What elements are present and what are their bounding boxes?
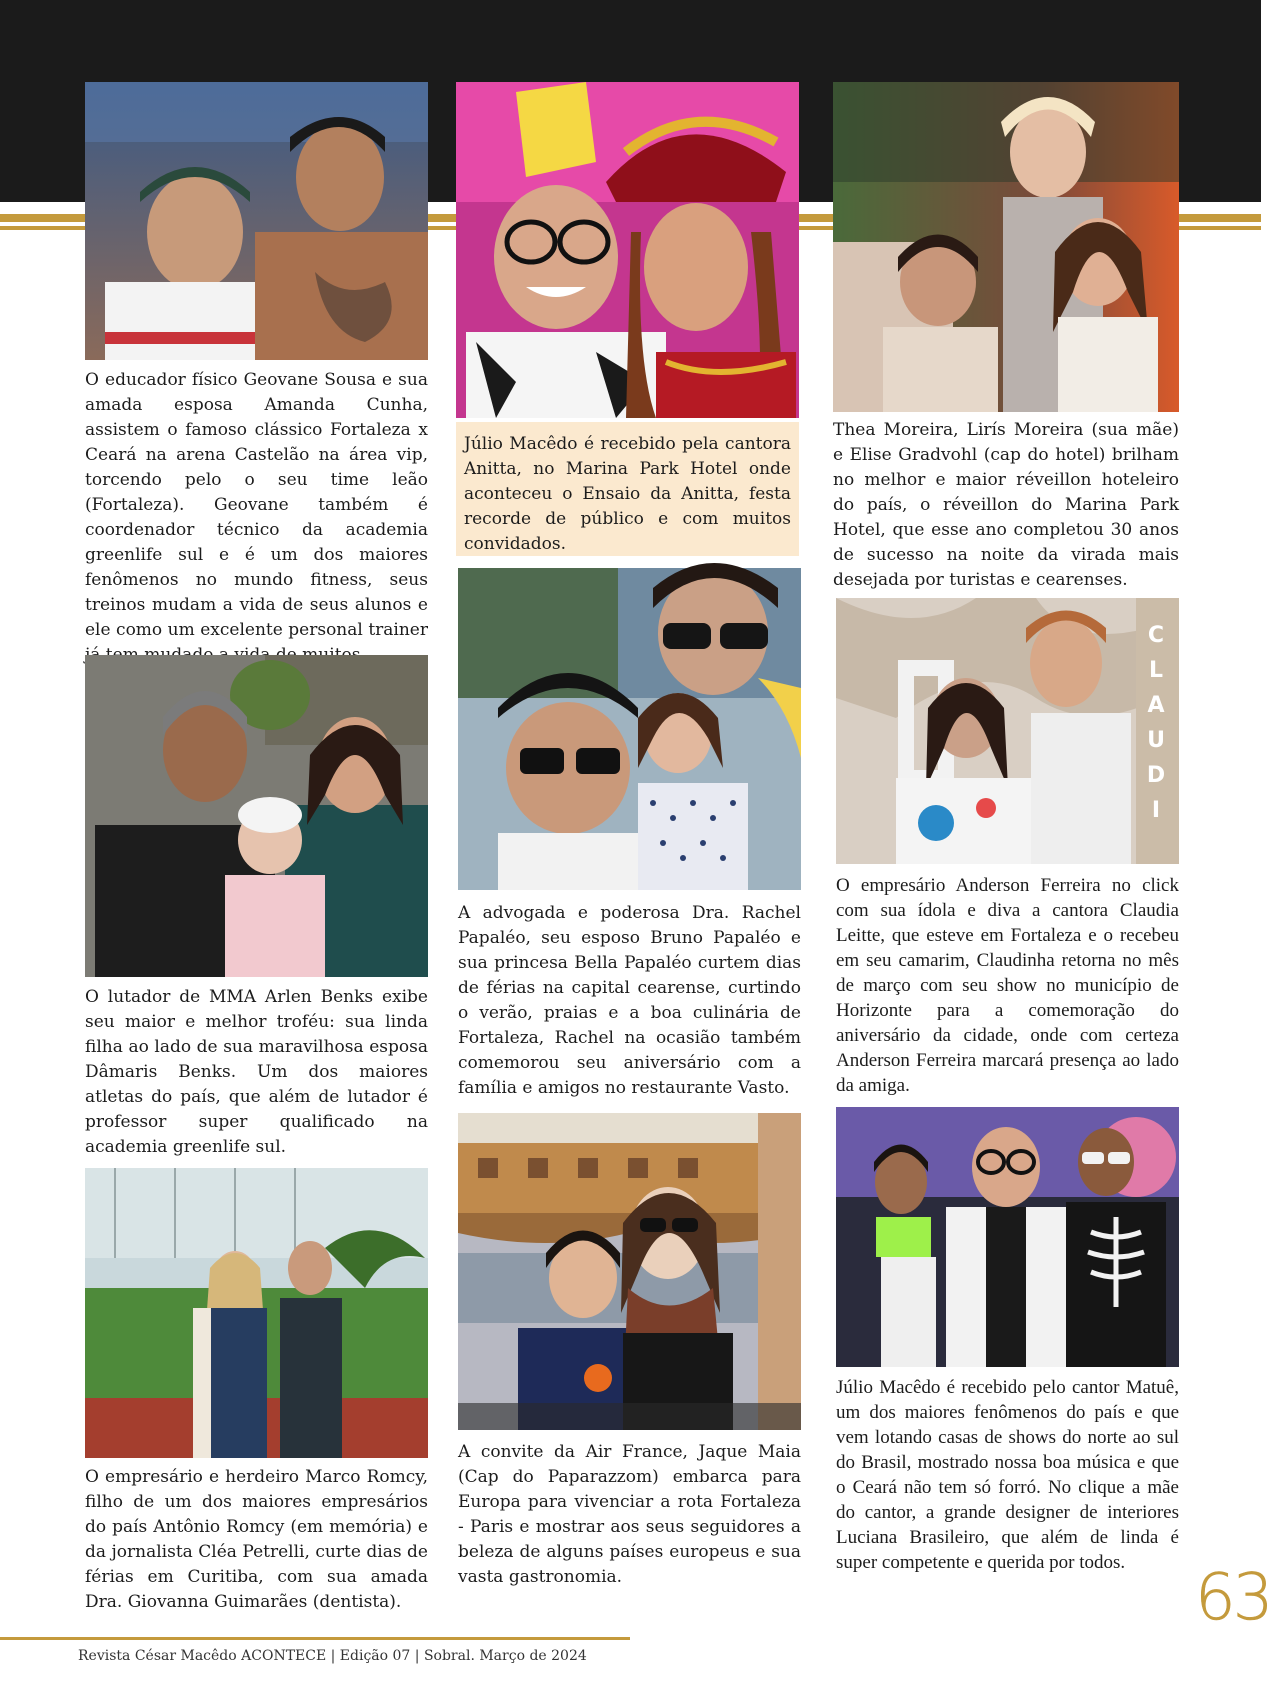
caption-rachel-papaleo: A advogada e poderosa Dra. Rachel Papaléo, seu esposo Bruno Papaléo e sua princesa Bella Papaléo curtem dias de férias na capital cearense, curtindo o verão, praias e a boa culinária de Fortaleza, Rachel na ocasião também comemorou seu aniversário com a família e amigos no restaurante Vasto. (458, 903, 801, 1098)
photo-arlen-benks-family (85, 655, 428, 977)
photo-geovane-amanda (85, 82, 428, 360)
caption-julio-anitta: Júlio Macêdo é recebido pela cantora Anitta, no Marina Park Hotel onde aconteceu o Ensaio da Anitta, festa recorde de público e com muitos convidados. (456, 422, 799, 556)
caption-jaque-maia: A convite da Air France, Jaque Maia (Cap do Paparazzom) embarca para Europa para vivenciar a rota Fortaleza - Paris e mostrar aos seus seguidores a beleza de alguns países europeus e sua vasta gastronomia. (458, 1442, 801, 1587)
photo-julio-anitta (456, 82, 799, 418)
caption-arlen-benks: O lutador de MMA Arlen Benks exibe seu maior e melhor troféu: sua linda filha ao lado de sua maravilhosa esposa Dâmaris Benks. Um dos maiores atletas do país, que além de lutador é professor super qualificado na academia greenlife sul. (85, 987, 428, 1157)
photo-julio-matue (836, 1107, 1179, 1367)
footer-rule (0, 1637, 630, 1640)
caption-geovane-amanda: O educador físico Geovane Sousa e sua amada esposa Amanda Cunha, assistem o famoso clássico Fortaleza x Ceará na arena Castelão na área vip, torcendo pelo o seu time leão (Fortaleza). Geovane também é coordenador técnico da academia greenlife sul e é um dos maiores fenômenos no mundo fitness, seus treinos mudam a vida de seus alunos e ele como um excelente personal trainer (85, 370, 428, 640)
photo-thea-liris-elise (833, 82, 1179, 412)
photo-jaque-maia-europe (458, 1113, 801, 1430)
caption-anderson-claudia: O empresário Anderson Ferreira no click com sua ídola e diva a cantora Claudia Leitte, que esteve em Fortaleza e o recebeu em seu camarim, Claudinha retorna no mês de março com seu show no município de Horizonte para a comemoração do aniversário da cidade, onde com certeza Anderson Ferreira marcará presença ao lado da amiga. (836, 875, 1179, 1096)
caption-marco-romcy: O empresário e herdeiro Marco Romcy, filho de um dos maiores empresários do país Antônio Romcy (em memória) e da jornalista Cléa Petrelli, curte dias de férias em Curitiba, com sua amada Dra. Giovanna Guimarães (dentista). (85, 1467, 428, 1612)
photo-sign-claudi: CLAUDI (1146, 623, 1166, 823)
caption-thea-liris-elise: Thea Moreira, Lirís Moreira (sua mãe) e Elise Gradvohl (cap do hotel) brilham no melhor e maior réveillon hoteleiro do país, o réveillon do Marina Park Hotel, que esse ano completou 30 anos de sucesso na noite da virada mais desejada por turistas e cearenses. (833, 420, 1179, 590)
page-number: 63 (1195, 1561, 1270, 1635)
footer-credit: Revista César Macêdo ACONTECE | Edição 07 | Sobral. Março de 2024 (78, 1648, 587, 1664)
photo-rachel-papaleo-family (458, 568, 801, 890)
caption-julio-matue: Júlio Macêdo é recebido pelo cantor Matuê, um dos maiores fenômenos do país e que vem lotando casas de shows do norte ao sul do Brasil, mostrado nossa boa música e que o Ceará não tem só forró. No clique a mãe do cantor, a grande designer de interiores Luciana Brasileiro, que além de linda é super competente e querida por todos. (836, 1377, 1179, 1573)
photo-marco-romcy-giovanna (85, 1168, 428, 1458)
photo-anderson-claudia (836, 598, 1179, 864)
